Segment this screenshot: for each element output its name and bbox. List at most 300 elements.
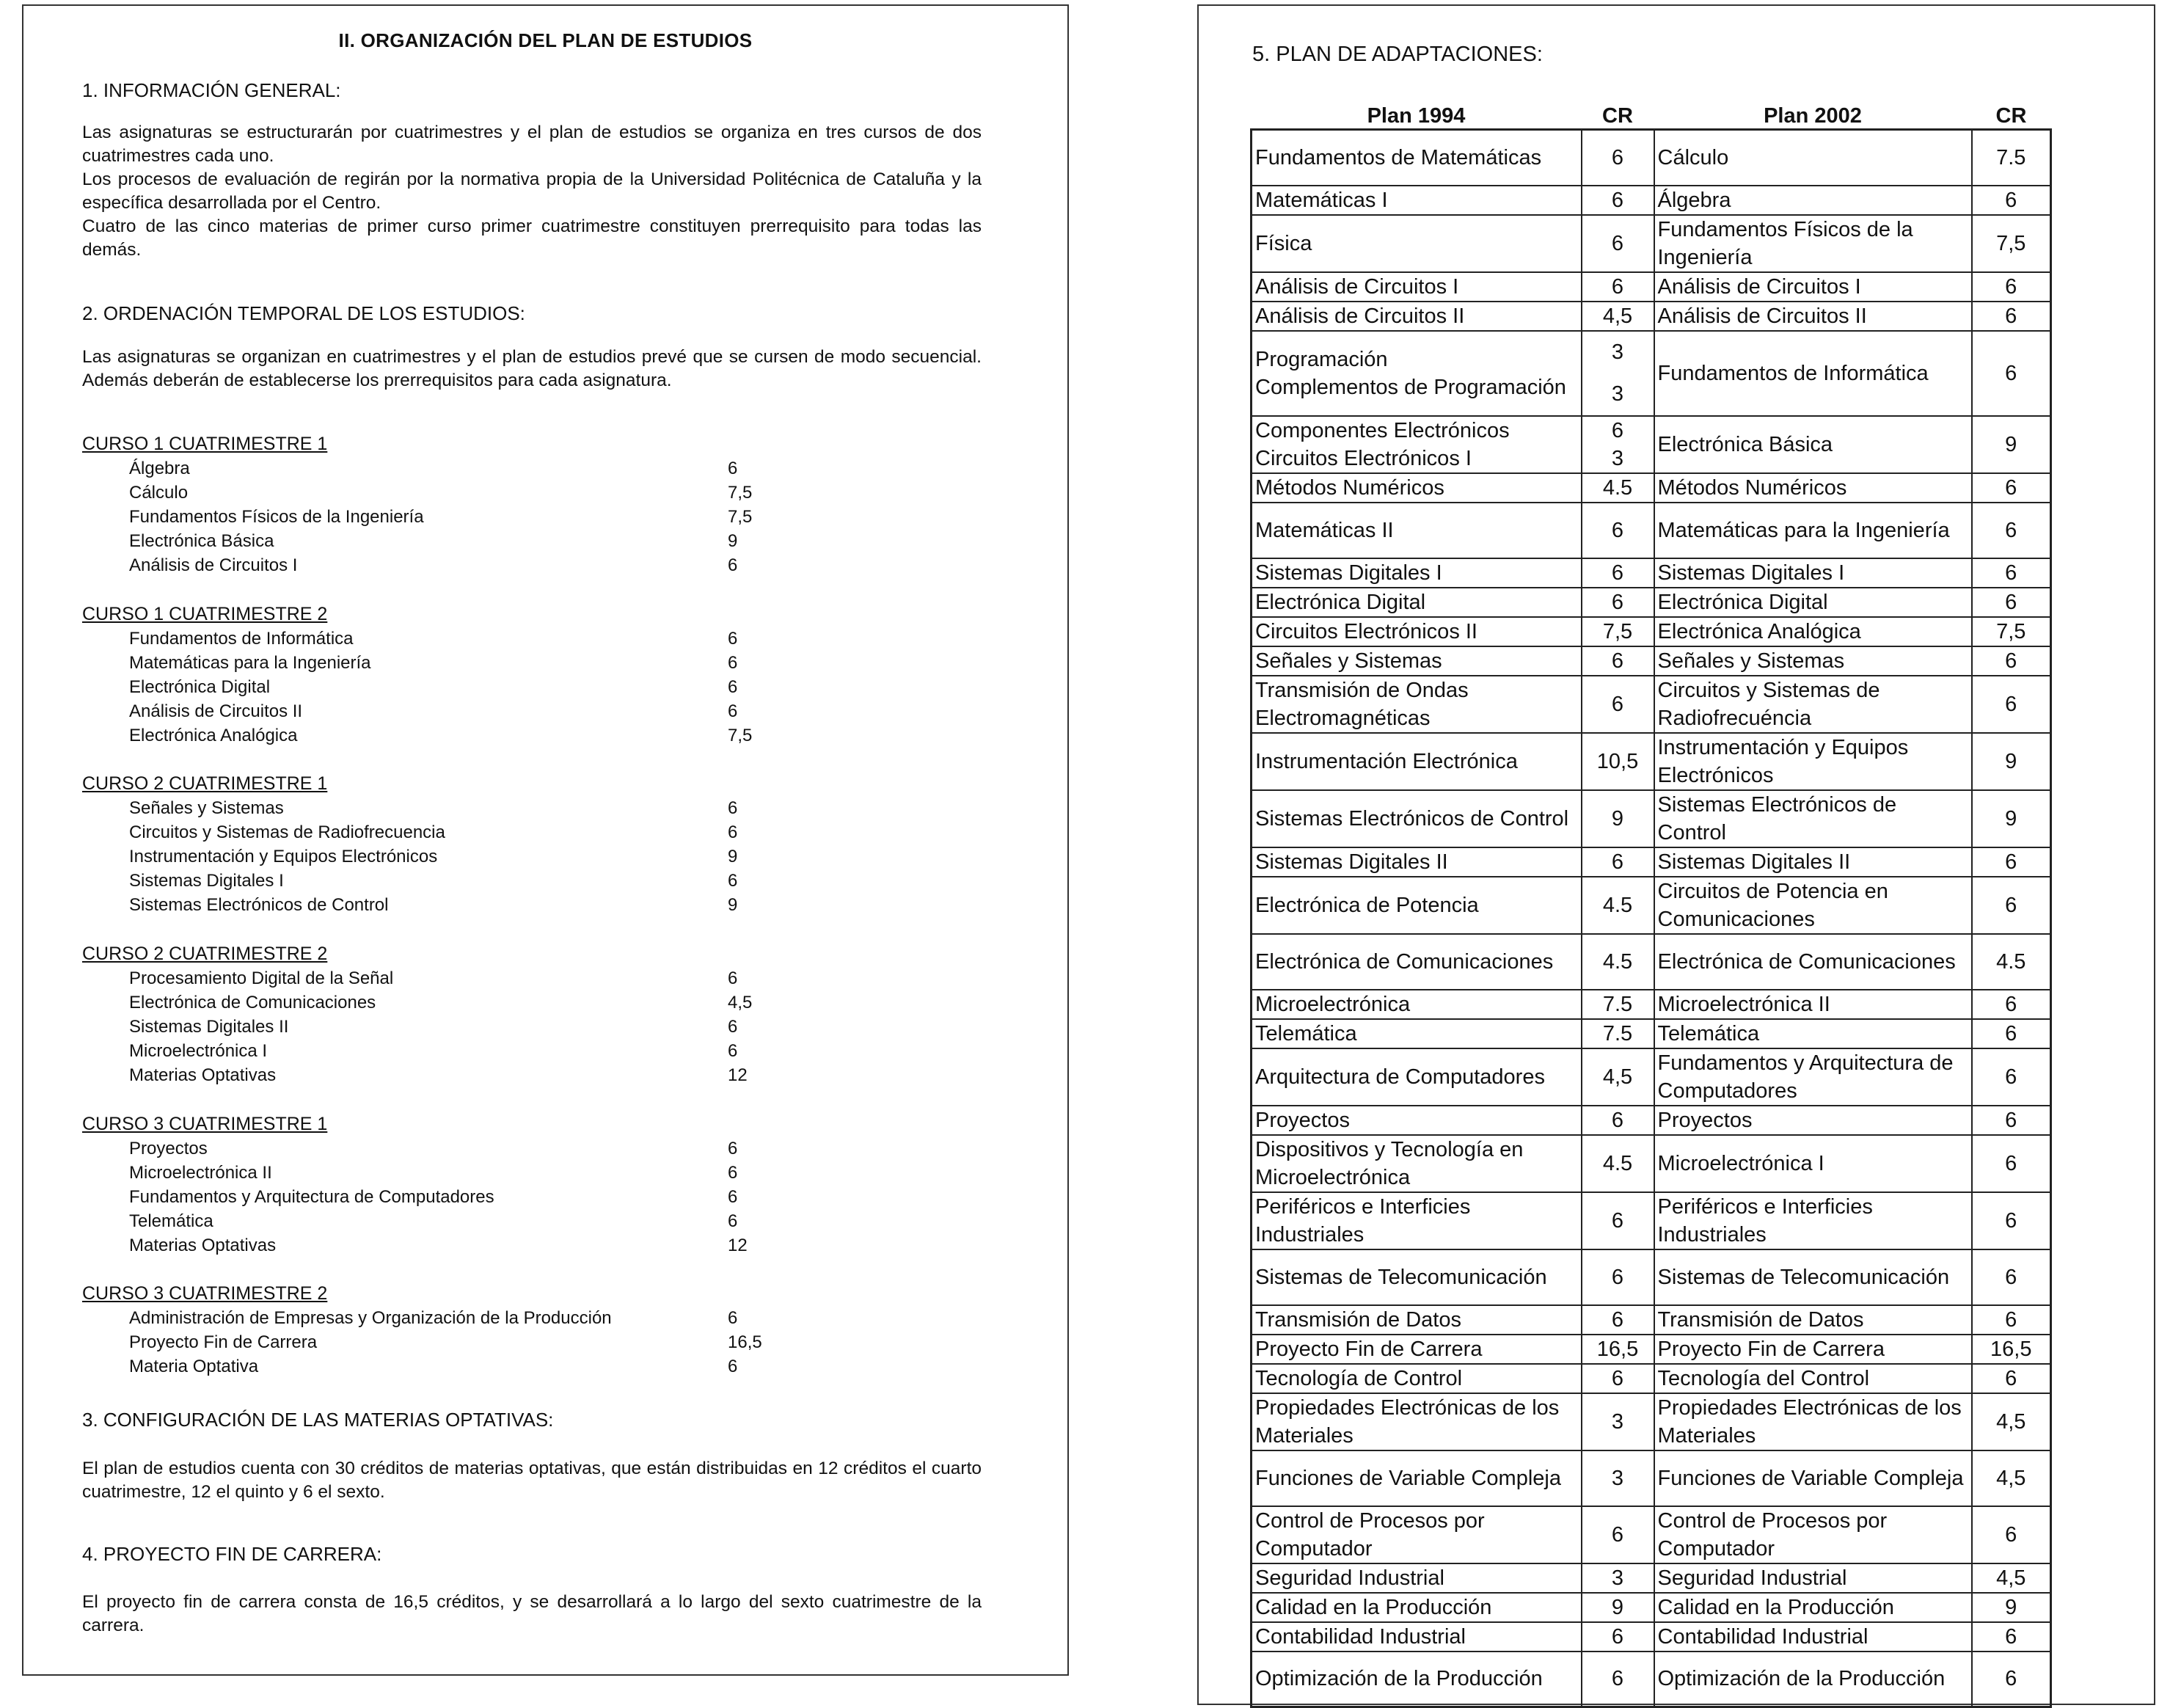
plan-2002-credits: 4,5 <box>1972 1393 2051 1450</box>
credit-line: 6 <box>1611 590 1624 614</box>
subject-line: Propiedades Electrónicas de los Materiales <box>1255 1395 1560 1448</box>
credit-line: 6 <box>1611 1667 1624 1691</box>
paragraph-line: Los procesos de evaluación de regirán por la normativa propia de la Universidad Politécnica de Cataluña y la específica desarrollada por el Centro. <box>82 169 982 213</box>
credit-line: 6 <box>1611 1108 1624 1132</box>
subject-credits: 9 <box>728 847 738 866</box>
course-title: CURSO 3 CUATRIMESTRE 1 <box>82 1114 328 1134</box>
plan-1994-subject <box>1252 1048 1582 1106</box>
list-item <box>82 505 816 529</box>
list-item <box>82 990 816 1015</box>
subject-credits: 6 <box>728 1139 738 1158</box>
list-item <box>82 1185 816 1209</box>
plan-1994-subject <box>1252 272 1582 302</box>
plan-1994-credits <box>1582 473 1654 503</box>
list-item <box>82 1233 816 1258</box>
table-row <box>1252 646 2051 676</box>
plan-2002-credits: 4,5 <box>1972 1450 2051 1506</box>
plan-2002-credits: 6 <box>1972 646 2051 676</box>
subject-line: Calidad en la Producción <box>1255 1595 1492 1619</box>
credit-line: 6 <box>1611 1366 1624 1390</box>
plan-2002-subject: Propiedades Electrónicas de los Materiales <box>1654 1393 1972 1450</box>
plan-1994-credits <box>1582 1249 1654 1305</box>
plan-2002-subject: Sistemas Digitales I <box>1654 558 1972 588</box>
plan-1994-credits <box>1582 1106 1654 1135</box>
course-block <box>82 941 816 1087</box>
subject-line: Matemáticas I <box>1255 188 1388 212</box>
credit-line: 3 <box>1611 1409 1624 1434</box>
subject-name: Materia Optativa <box>129 1357 259 1376</box>
subject-line: Tecnología de Control <box>1255 1366 1463 1390</box>
plan-1994-credits <box>1582 1135 1654 1192</box>
subject-credits: 6 <box>728 1041 738 1061</box>
subject-name: Circuitos y Sistemas de Radiofrecuencia <box>129 822 445 842</box>
course-title: CURSO 2 CUATRIMESTRE 1 <box>82 773 328 794</box>
plan-2002-credits: 6 <box>1972 473 2051 503</box>
plan-1994-credits <box>1582 1393 1654 1450</box>
plan-1994-credits <box>1582 302 1654 331</box>
table-row <box>1252 1506 2051 1563</box>
plan-1994-credits <box>1582 186 1654 215</box>
plan-2002-subject: Control de Procesos por Computador <box>1654 1506 1972 1563</box>
header-cr-1994: CR <box>1602 104 1633 128</box>
course-block <box>82 771 816 917</box>
plan-2002-credits: 6 <box>1972 1135 2051 1192</box>
section-heading-ordering: 2. ORDENACIÓN TEMPORAL DE LOS ESTUDIOS: <box>82 302 525 324</box>
subject-credits: 6 <box>728 677 738 697</box>
course-block <box>82 602 816 748</box>
subject-credits: 6 <box>728 653 738 673</box>
plan-2002-credits: 9 <box>1972 733 2051 790</box>
plan-2002-credits: 6 <box>1972 503 2051 558</box>
list-item <box>82 1354 816 1379</box>
plan-2002-subject: Calidad en la Producción <box>1654 1593 1972 1622</box>
adaptation-table <box>1250 101 2052 1708</box>
paragraph-line: Las asignaturas se estructurarán por cuatrimestres y el plan de estudios se organiza en tres cursos de dos cuatrimestres cada uno. <box>82 123 982 166</box>
table-row <box>1252 215 2051 272</box>
plan-1994-credits <box>1582 790 1654 847</box>
plan-2002-subject: Funciones de Variable Compleja <box>1654 1450 1972 1506</box>
plan-2002-subject: Análisis de Circuitos I <box>1654 272 1972 302</box>
subject-name: Administración de Empresas y Organización de la Producción <box>129 1308 612 1328</box>
left-page <box>22 4 1069 1676</box>
credit-line: 7.5 <box>1602 1021 1633 1045</box>
subject-line: Seguridad Industrial <box>1255 1566 1444 1590</box>
subject-name: Microelectrónica I <box>129 1041 268 1061</box>
plan-2002-credits: 6 <box>1972 1305 2051 1335</box>
plan-2002-credits: 6 <box>1972 676 2051 733</box>
subject-line: Funciones de Variable Compleja <box>1255 1466 1561 1490</box>
plan-2002-subject: Microelectrónica II <box>1654 990 1972 1019</box>
section-heading-optional: 3. CONFIGURACIÓN DE LAS MATERIAS OPTATIVAS: <box>82 1409 554 1431</box>
course-block <box>82 431 816 577</box>
credit-line: 4.5 <box>1602 1151 1633 1175</box>
plan-1994-credits <box>1582 416 1654 473</box>
course-block <box>82 1281 816 1379</box>
subject-name: Microelectrónica II <box>129 1163 272 1183</box>
course-subject-list <box>82 456 816 577</box>
plan-2002-subject: Señales y Sistemas <box>1654 646 1972 676</box>
plan-2002-subject: Circuitos y Sistemas de Radiofrecuéncia <box>1654 676 1972 733</box>
subject-name: Electrónica Analógica <box>129 726 298 745</box>
plan-2002-credits: 6 <box>1972 1506 2051 1563</box>
subject-name: Señales y Sistemas <box>129 798 284 818</box>
plan-2002-subject: Telemática <box>1654 1019 1972 1048</box>
list-item <box>82 627 816 651</box>
list-item <box>82 553 816 577</box>
subject-line: Sistemas Digitales I <box>1255 561 1442 585</box>
plan-1994-subject <box>1252 130 1582 186</box>
table-row <box>1252 130 2051 186</box>
subject-credits: 7,5 <box>728 507 753 527</box>
plan-1994-subject <box>1252 990 1582 1019</box>
subject-name: Fundamentos Físicos de la Ingeniería <box>129 507 424 527</box>
plan-1994-credits <box>1582 331 1654 416</box>
subject-name: Materias Optativas <box>129 1236 277 1255</box>
right-page <box>1197 4 2155 1705</box>
plan-2002-credits: 6 <box>1972 1652 2051 1707</box>
plan-2002-subject: Optimización de la Producción <box>1654 1652 1972 1707</box>
subject-name: Instrumentación y Equipos Electrónicos <box>129 847 438 866</box>
plan-1994-credits <box>1582 1364 1654 1393</box>
subject-line: Periféricos e Interficies Industriales <box>1255 1194 1471 1247</box>
table-row <box>1252 1450 2051 1506</box>
plan-2002-subject: Matemáticas para la Ingeniería <box>1654 503 1972 558</box>
subject-line: Sistemas de Telecomunicación <box>1255 1265 1547 1289</box>
plan-1994-subject <box>1252 1192 1582 1249</box>
plan-2002-subject: Periféricos e Interficies Industriales <box>1654 1192 1972 1249</box>
plan-1994-subject <box>1252 215 1582 272</box>
subject-name: Matemáticas para la Ingeniería <box>129 653 371 673</box>
plan-1994-subject <box>1252 1249 1582 1305</box>
plan-2002-subject: Sistemas de Telecomunicación <box>1654 1249 1972 1305</box>
table-row <box>1252 558 2051 588</box>
plan-2002-credits: 6 <box>1972 1622 2051 1652</box>
plan-1994-subject <box>1252 617 1582 646</box>
subject-line: Señales y Sistemas <box>1255 649 1442 673</box>
plan-1994-credits <box>1582 1048 1654 1106</box>
table-row <box>1252 790 2051 847</box>
credit-line: 3 <box>1611 1466 1624 1490</box>
plan-2002-subject: Fundamentos y Arquitectura de Computadores <box>1654 1048 1972 1106</box>
table-row <box>1252 1563 2051 1593</box>
subject-line: Optimización de la Producción <box>1255 1667 1543 1691</box>
table-row <box>1252 1393 2051 1450</box>
paragraph-line: Cuatro de las cinco materias de primer curso primer cuatrimestre constituyen prerrequisito para todas las demás. <box>82 216 982 260</box>
course-subject-list <box>82 1136 816 1258</box>
plan-1994-credits <box>1582 130 1654 186</box>
credit-line: 6 <box>1611 274 1624 299</box>
list-item <box>82 699 816 723</box>
plan-1994-subject <box>1252 186 1582 215</box>
plan-1994-credits <box>1582 1335 1654 1364</box>
subject-name: Cálculo <box>129 483 189 503</box>
list-item <box>82 869 816 893</box>
credit-line: 3 <box>1611 1566 1624 1590</box>
credit-line: 6 <box>1611 850 1624 874</box>
subject-credits: 6 <box>728 1017 738 1037</box>
plan-2002-credits: 6 <box>1972 1106 2051 1135</box>
subject-credits: 6 <box>728 798 738 818</box>
table-row <box>1252 186 2051 215</box>
subject-line: Matemáticas II <box>1255 518 1394 542</box>
plan-1994-subject <box>1252 473 1582 503</box>
plan-2002-credits: 7,5 <box>1972 617 2051 646</box>
list-item <box>82 796 816 820</box>
plan-1994-subject <box>1252 934 1582 990</box>
page-title: II. ORGANIZACIÓN DEL PLAN DE ESTUDIOS <box>338 29 753 51</box>
list-item <box>82 1161 816 1185</box>
subject-credits: 6 <box>728 871 738 891</box>
table-row <box>1252 1048 2051 1106</box>
subject-credits: 12 <box>728 1236 748 1255</box>
credit-line: 4.5 <box>1602 893 1633 917</box>
list-item <box>82 1039 816 1063</box>
subject-credits: 6 <box>728 555 738 575</box>
credit-line: 9 <box>1611 1595 1624 1619</box>
section-heading-project: 4. PROYECTO FIN DE CARRERA: <box>82 1543 382 1565</box>
list-item <box>82 893 816 917</box>
plan-2002-credits: 6 <box>1972 847 2051 877</box>
subject-credits: 6 <box>728 1357 738 1376</box>
plan-2002-credits: 6 <box>1972 588 2051 617</box>
subject-line: Fundamentos de Matemáticas <box>1255 145 1542 169</box>
plan-2002-subject: Fundamentos Físicos de la Ingeniería <box>1654 215 1972 272</box>
plan-2002-credits: 4,5 <box>1972 1563 2051 1593</box>
list-item <box>82 1136 816 1161</box>
subject-credits: 9 <box>728 531 738 551</box>
plan-1994-credits <box>1582 558 1654 588</box>
subject-credits: 6 <box>728 1211 738 1231</box>
plan-1994-subject <box>1252 646 1582 676</box>
paragraph-general <box>82 121 982 262</box>
credit-line: 6 <box>1611 1307 1624 1332</box>
plan-1994-subject <box>1252 1393 1582 1450</box>
table-row <box>1252 1106 2051 1135</box>
credit-line: 6 <box>1611 692 1624 716</box>
credit-line: 7.5 <box>1602 992 1633 1016</box>
credit-line: 6 <box>1611 145 1624 169</box>
subject-line: Circuitos Electrónicos II <box>1255 619 1477 643</box>
plan-2002-subject: Fundamentos de Informática <box>1654 331 1972 416</box>
list-item <box>82 966 816 990</box>
plan-2002-credits: 6 <box>1972 877 2051 934</box>
header-cr-2002: CR <box>1995 104 2027 128</box>
plan-2002-subject: Seguridad Industrial <box>1654 1563 1972 1593</box>
subject-name: Sistemas Electrónicos de Control <box>129 895 389 915</box>
plan-2002-credits: 7,5 <box>1972 215 2051 272</box>
table-row <box>1252 617 2051 646</box>
plan-2002-subject: Proyectos <box>1654 1106 1972 1135</box>
table-row <box>1252 331 2051 416</box>
subject-line: Electrónica Digital <box>1255 590 1426 614</box>
plan-2002-subject: Circuitos de Potencia en Comunicaciones <box>1654 877 1972 934</box>
plan-1994-credits <box>1582 1019 1654 1048</box>
plan-2002-subject: Cálculo <box>1654 130 1972 186</box>
list-item <box>82 1330 816 1354</box>
subject-name: Electrónica Digital <box>129 677 271 697</box>
table-row <box>1252 1593 2051 1622</box>
plan-2002-subject: Electrónica de Comunicaciones <box>1654 934 1972 990</box>
plan-2002-credits: 9 <box>1972 1593 2051 1622</box>
subject-line: Contabilidad Industrial <box>1255 1624 1466 1649</box>
plan-1994-credits <box>1582 215 1654 272</box>
plan-2002-credits: 6 <box>1972 1364 2051 1393</box>
plan-1994-credits <box>1582 1305 1654 1335</box>
plan-2002-credits: 6 <box>1972 1048 2051 1106</box>
credit-line: 6 <box>1611 1208 1624 1233</box>
subject-name: Proyectos <box>129 1139 208 1158</box>
table-row <box>1252 588 2051 617</box>
plan-2002-credits: 9 <box>1972 416 2051 473</box>
plan-2002-credits: 4.5 <box>1972 934 2051 990</box>
list-item <box>82 844 816 869</box>
subject-line: Electrónica de Comunicaciones <box>1255 949 1554 974</box>
plan-1994-credits <box>1582 877 1654 934</box>
plan-1994-credits <box>1582 1622 1654 1652</box>
subject-name: Sistemas Digitales II <box>129 1017 289 1037</box>
list-item <box>82 481 816 505</box>
plan-1994-credits <box>1582 1450 1654 1506</box>
plan-2002-subject: Sistemas Electrónicos de Control <box>1654 790 1972 847</box>
credit-line: 6 <box>1611 649 1624 673</box>
plan-1994-subject <box>1252 1019 1582 1048</box>
plan-2002-credits: 6 <box>1972 331 2051 416</box>
table-row <box>1252 1652 2051 1707</box>
subject-line: Microelectrónica <box>1255 992 1411 1016</box>
plan-1994-subject <box>1252 847 1582 877</box>
course-subject-list <box>82 1306 816 1379</box>
plan-2002-subject: Electrónica Digital <box>1654 588 1972 617</box>
credit-line: 6 <box>1611 518 1624 542</box>
list-item <box>82 651 816 675</box>
credit-line: 7,5 <box>1602 619 1633 643</box>
table-row <box>1252 1305 2051 1335</box>
table-header-row <box>1252 101 2051 130</box>
subject-line: Análisis de Circuitos II <box>1255 304 1465 328</box>
credit-line: 4,5 <box>1602 1065 1633 1089</box>
plan-1994-subject <box>1252 1335 1582 1364</box>
plan-1994-subject <box>1252 676 1582 733</box>
plan-1994-credits <box>1582 1593 1654 1622</box>
plan-2002-credits: 6 <box>1972 302 2051 331</box>
plan-2002-subject: Contabilidad Industrial <box>1654 1622 1972 1652</box>
subject-line: Análisis de Circuitos I <box>1255 274 1459 299</box>
subject-name: Electrónica de Comunicaciones <box>129 993 376 1012</box>
plan-2002-credits: 6 <box>1972 186 2051 215</box>
plan-1994-subject <box>1252 1450 1582 1506</box>
subject-credits: 4,5 <box>728 993 753 1012</box>
subject-name: Materias Optativas <box>129 1065 277 1085</box>
table-row <box>1252 877 2051 934</box>
table-row <box>1252 272 2051 302</box>
plan-2002-subject: Sistemas Digitales II <box>1654 847 1972 877</box>
subject-line: Sistemas Electrónicos de Control <box>1255 806 1569 831</box>
plan-2002-subject: Métodos Numéricos <box>1654 473 1972 503</box>
header-plan-2002: Plan 2002 <box>1764 104 1862 128</box>
plan-2002-credits: 6 <box>1972 1192 2051 1249</box>
subject-name: Análisis de Circuitos I <box>129 555 298 575</box>
course-block <box>82 1112 816 1258</box>
table-row <box>1252 676 2051 733</box>
subject-line: Control de Procesos por Computador <box>1255 1508 1485 1561</box>
section-heading-general: 1. INFORMACIÓN GENERAL: <box>82 79 341 101</box>
plan-1994-subject <box>1252 1622 1582 1652</box>
plan-2002-subject: Electrónica Analógica <box>1654 617 1972 646</box>
plan-1994-credits <box>1582 990 1654 1019</box>
credit-line: 6 <box>1611 188 1624 212</box>
course-title: CURSO 3 CUATRIMESTRE 2 <box>82 1283 328 1304</box>
subject-name: Fundamentos de Informática <box>129 629 354 649</box>
credit-line: 6 <box>1611 1522 1624 1547</box>
table-row <box>1252 1019 2051 1048</box>
plan-1994-subject <box>1252 1364 1582 1393</box>
credit-line: 6 <box>1611 231 1624 255</box>
plan-1994-subject <box>1252 302 1582 331</box>
subject-credits: 7,5 <box>728 483 753 503</box>
plan-2002-subject: Álgebra <box>1654 186 1972 215</box>
table-row <box>1252 990 2051 1019</box>
subject-credits: 16,5 <box>728 1332 762 1352</box>
subject-name: Procesamiento Digital de la Señal <box>129 968 394 988</box>
subject-line: Programación <box>1255 347 1388 371</box>
plan-1994-credits <box>1582 1563 1654 1593</box>
table-row <box>1252 302 2051 331</box>
header-plan-1994: Plan 1994 <box>1367 104 1466 128</box>
subject-line: Métodos Numéricos <box>1255 475 1444 500</box>
subject-credits: 6 <box>728 459 738 478</box>
table-row <box>1252 934 2051 990</box>
list-item <box>82 675 816 699</box>
subject-name: Álgebra <box>129 459 190 478</box>
credit-line: 6 <box>1611 418 1624 442</box>
table-row <box>1252 1335 2051 1364</box>
plan-1994-credits <box>1582 646 1654 676</box>
list-item <box>82 456 816 481</box>
subject-name: Telemática <box>129 1211 213 1231</box>
course-title: CURSO 2 CUATRIMESTRE 2 <box>82 944 328 964</box>
table-row <box>1252 1249 2051 1305</box>
plan-1994-subject <box>1252 733 1582 790</box>
subject-line: Complementos de Programación <box>1255 375 1566 399</box>
plan-1994-credits <box>1582 733 1654 790</box>
list-item <box>82 1015 816 1039</box>
subject-name: Fundamentos y Arquitectura de Computadores <box>129 1187 494 1207</box>
plan-2002-credits: 6 <box>1972 1019 2051 1048</box>
course-subject-list <box>82 627 816 748</box>
plan-1994-subject <box>1252 1652 1582 1707</box>
table-row <box>1252 1192 2051 1249</box>
credit-line: 6 <box>1611 561 1624 585</box>
plan-2002-credits: 9 <box>1972 790 2051 847</box>
plan-1994-credits <box>1582 588 1654 617</box>
plan-1994-subject <box>1252 1106 1582 1135</box>
paragraph-ordering: Las asignaturas se organizan en cuatrimestres y el plan de estudios prevé que se cursen de modo secuencial. Además deberán de establecerse los prerrequisitos para cada asignatura. <box>82 347 982 390</box>
subject-credits: 9 <box>728 895 738 915</box>
credit-line: 9 <box>1611 806 1624 831</box>
subject-credits: 12 <box>728 1065 748 1085</box>
subject-line: Instrumentación Electrónica <box>1255 749 1518 773</box>
plan-1994-credits <box>1582 503 1654 558</box>
subject-line: Proyectos <box>1255 1108 1350 1132</box>
table-row <box>1252 1135 2051 1192</box>
plan-2002-credits: 6 <box>1972 272 2051 302</box>
plan-1994-subject <box>1252 1305 1582 1335</box>
plan-1994-credits <box>1582 676 1654 733</box>
plan-2002-subject: Instrumentación y Equipos Electrónicos <box>1654 733 1972 790</box>
paragraph-project: El proyecto fin de carrera consta de 16,5 créditos, y se desarrollará a lo largo del sexto cuatrimestre de la carrera. <box>82 1592 982 1635</box>
plan-1994-subject <box>1252 503 1582 558</box>
plan-2002-subject: Microelectrónica I <box>1654 1135 1972 1192</box>
